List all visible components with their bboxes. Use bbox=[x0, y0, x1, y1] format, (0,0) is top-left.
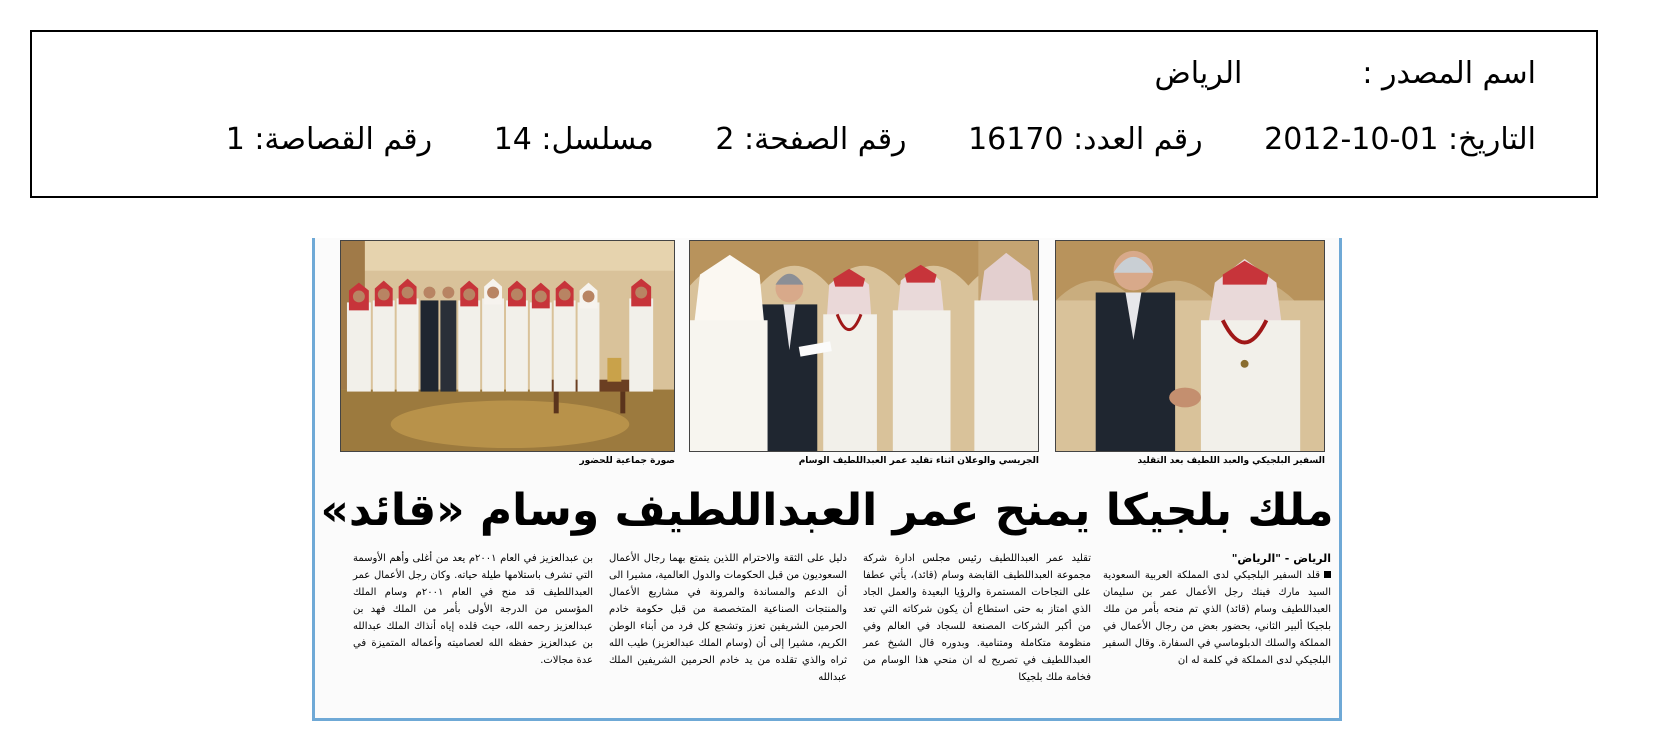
article-column-4 bbox=[353, 550, 593, 669]
clip-label: رقم القصاصة: bbox=[254, 122, 433, 157]
article-column-text: قلد السفير البلجيكي لدى المملكة العربية السعودية السيد مارك فينك رجل الأعمال عمر بن سليمان العبداللطيف وسام (قائد) الذي تم منحه بأمر من ملك بلجيكا ألبير الثاني، بحضور بعض من رجال الأعمال في المملكة والسلك الدبلوماسي في السفارة. وقال السفير البلجيكي لدى المملكة في كلمة له ان bbox=[1103, 570, 1331, 666]
article-column-text: تقليد عمر العبداللطيف رئيس مجلس ادارة شركة مجموعة العبداللطيف القابضة وسام (قائد)، يأتي عطفا على النجاحات المستمرة والرؤيا البعيدة والعمل الجاد الذي امتاز به حتى استطاع أن يكون شركاته التي تعد من أكبر الشركات المصنعة للسجاد في العالم وفي منظومة متكاملة ومتنامية. وبدوره قال الشيخ عمر العبداللطيف في تصريح له ان منحي هذا الوسام من فخامة ملك بلجيكا bbox=[863, 553, 1091, 683]
page-value: 2 bbox=[715, 122, 735, 157]
clip-value: 1 bbox=[225, 122, 245, 157]
newspaper-clipping bbox=[312, 238, 1342, 721]
source-line bbox=[1155, 54, 1536, 94]
date-value: 2012-10-01 bbox=[1264, 122, 1439, 157]
article-column-1 bbox=[1103, 550, 1331, 669]
serial-label: مسلسل: bbox=[541, 122, 654, 157]
serial-value: 14 bbox=[493, 122, 532, 157]
date-label: التاريخ: bbox=[1448, 122, 1536, 157]
article-dateline: الرياض - "الرياض" bbox=[1231, 552, 1331, 565]
page-label: رقم الصفحة: bbox=[743, 122, 907, 157]
article-column-3 bbox=[609, 550, 847, 686]
article-headline: ملك بلجيكا يمنح عمر العبداللطيف وسام «قائد» bbox=[320, 485, 1334, 536]
source-label: اسم المصدر : bbox=[1362, 56, 1536, 91]
source-metadata-box bbox=[30, 30, 1598, 198]
source-value: الرياض bbox=[1154, 56, 1243, 91]
photo-group bbox=[340, 240, 675, 452]
article-column-text: دليل على الثقة والاحترام اللذين يتمتع بهما رجال الأعمال السعوديون من قبل الحكومات والدول العالمية، مشيرا الى أن الدعم والمساندة والمرونة في مشاريع الأعمال والمنتجات الصناعية المتخصصة من قبل حكومة خادم الحرمين الشريفين تعزز وتشجع كل فرد من أبناء الوطن الكريم، مشيرا إلى أن (وسام الملك عبدالعزيز) طيب الله ثراه والذي تقلده من يد خادم الحرمين الشريفين الملك عبدالله bbox=[609, 553, 847, 683]
bullet-icon bbox=[1324, 571, 1331, 578]
photo-caption-handshake: السفير البلجيكي والعبد اللطيف بعد التقليد bbox=[1137, 456, 1325, 466]
issue-value: 16170 bbox=[968, 122, 1064, 157]
photo-caption-medal-ceremony: الجريسي والوعلان اثناء تقليد عمر العبداللطيف الوسام bbox=[798, 456, 1039, 466]
issue-label: رقم العدد: bbox=[1073, 122, 1203, 157]
issue-details-line bbox=[226, 120, 1536, 160]
article-column-text: بن عبدالعزيز في العام ٢٠٠١م يعد من أغلى وأهم الأوسمة التي تشرف باستلامها طيلة حياته. وكان رجل الأعمال عمر العبداللطيف قد منح في العام ٢٠٠١م وسام الملك المؤسس من الدرجة الأولى بأمر من الملك فهد بن عبدالعزيز رحمه الله، حيث قلده إياه أنذاك الملك عبدالله بن عبدالعزيز حفظه الله لعصاميته وأعماله المتميزة في عدة مجالات. bbox=[353, 553, 593, 666]
photo-medal-ceremony bbox=[689, 240, 1039, 452]
article-column-2 bbox=[863, 550, 1091, 686]
photo-handshake bbox=[1055, 240, 1325, 452]
photo-caption-group: صورة جماعية للحضور bbox=[579, 456, 675, 466]
